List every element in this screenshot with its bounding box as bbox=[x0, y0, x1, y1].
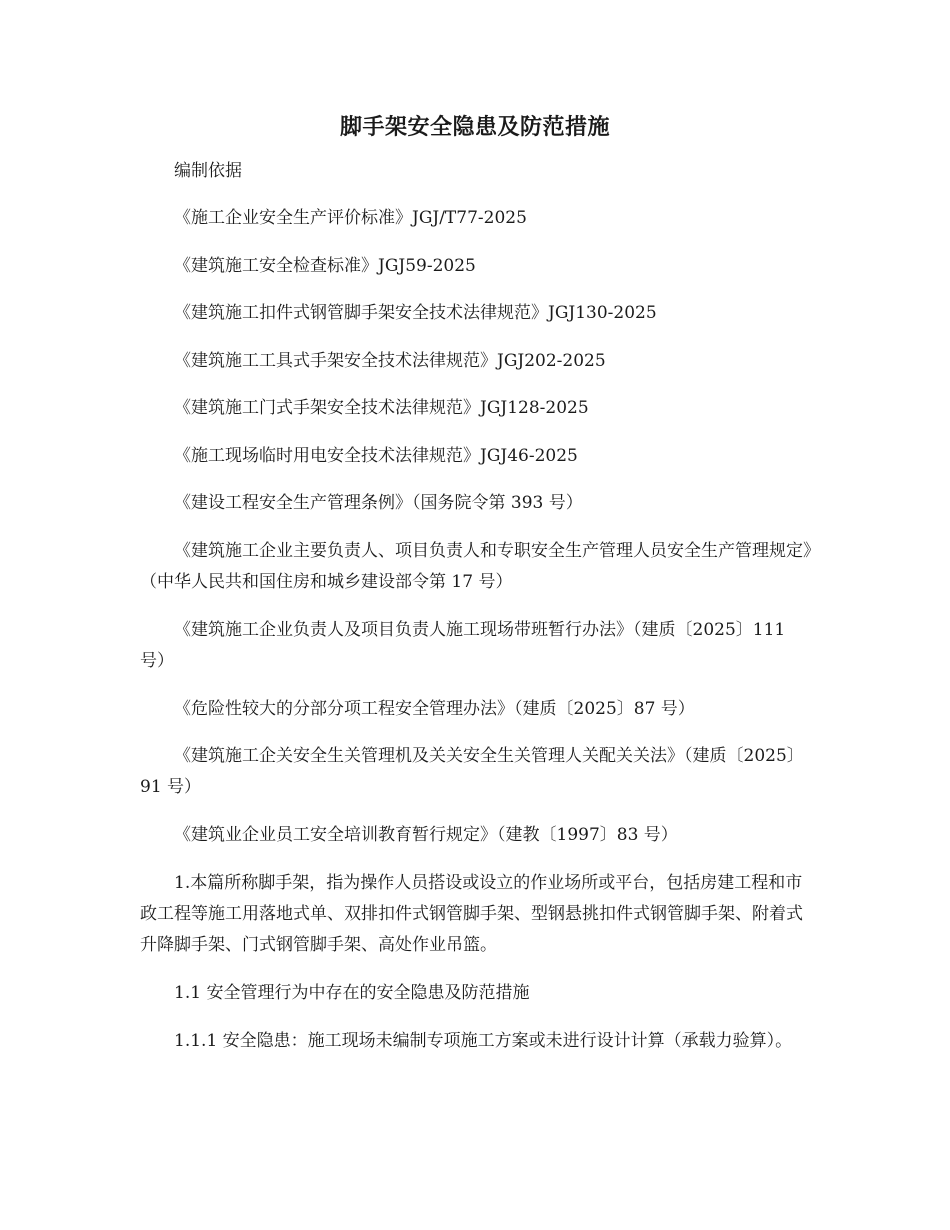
paragraph-standard-3: 《建筑施工扣件式钢管脚手架安全技术法律规范》JGJ130-2025 bbox=[174, 303, 657, 323]
paragraph-section-1-1: 1.1 安全管理行为中存在的安全隐患及防范措施 bbox=[174, 983, 530, 1003]
document-title: 脚手架安全隐患及防范措施 bbox=[339, 114, 610, 140]
paragraph-standard-2: 《建筑施工安全检查标准》JGJ59-2025 bbox=[174, 256, 476, 276]
paragraph-regulation-5: 《建筑施工企关安全生关管理机及关关安全生关管理人关配关关法》（建质〔2025〕91 号） bbox=[140, 746, 804, 797]
paragraph-section-1: 1.本篇所称脚手架，指为操作人员搭设或设立的作业场所或平台，包括房建工程和市政工程等施工用落地式单、双排扣件式钢管脚手架、型钢悬挑扣件式钢管脚手架、附着式升降脚手架、门式钢管脚手架、高处作业吊篮。 bbox=[140, 873, 803, 955]
paragraph-standard-6: 《施工现场临时用电安全技术法律规范》JGJ46-2025 bbox=[174, 446, 578, 466]
paragraph-standard-5: 《建筑施工门式手架安全技术法律规范》JGJ128-2025 bbox=[174, 398, 589, 418]
paragraph-regulation-2: 《建筑施工企业主要负责人、项目负责人和专职安全生产管理人员安全生产管理规定》（中华人民共和国住房和城乡建设部令第 17 号） bbox=[140, 541, 812, 592]
paragraph-section-1-1-1: 1.1.1 安全隐患：施工现场未编制专项施工方案或未进行设计计算（承载力验算）。 bbox=[174, 1031, 793, 1051]
paragraph-basis-heading: 编制依据 bbox=[174, 161, 242, 181]
paragraph-standard-4: 《建筑施工工具式手架安全技术法律规范》JGJ202-2025 bbox=[174, 351, 606, 371]
paragraph-regulation-1: 《建设工程安全生产管理条例》（国务院令第 393 号） bbox=[174, 493, 583, 513]
paragraph-regulation-4: 《危险性较大的分部分项工程安全管理办法》（建质〔2025〕87 号） bbox=[174, 699, 695, 719]
paragraph-standard-1: 《施工企业安全生产评价标准》JGJ/T77-2025 bbox=[174, 208, 527, 228]
paragraph-regulation-6: 《建筑业企业员工安全培训教育暂行规定》（建教〔1997〕83 号） bbox=[174, 825, 678, 845]
paragraph-regulation-3: 《建筑施工企业负责人及项目负责人施工现场带班暂行办法》（建质〔2025〕111 号） bbox=[140, 620, 786, 671]
